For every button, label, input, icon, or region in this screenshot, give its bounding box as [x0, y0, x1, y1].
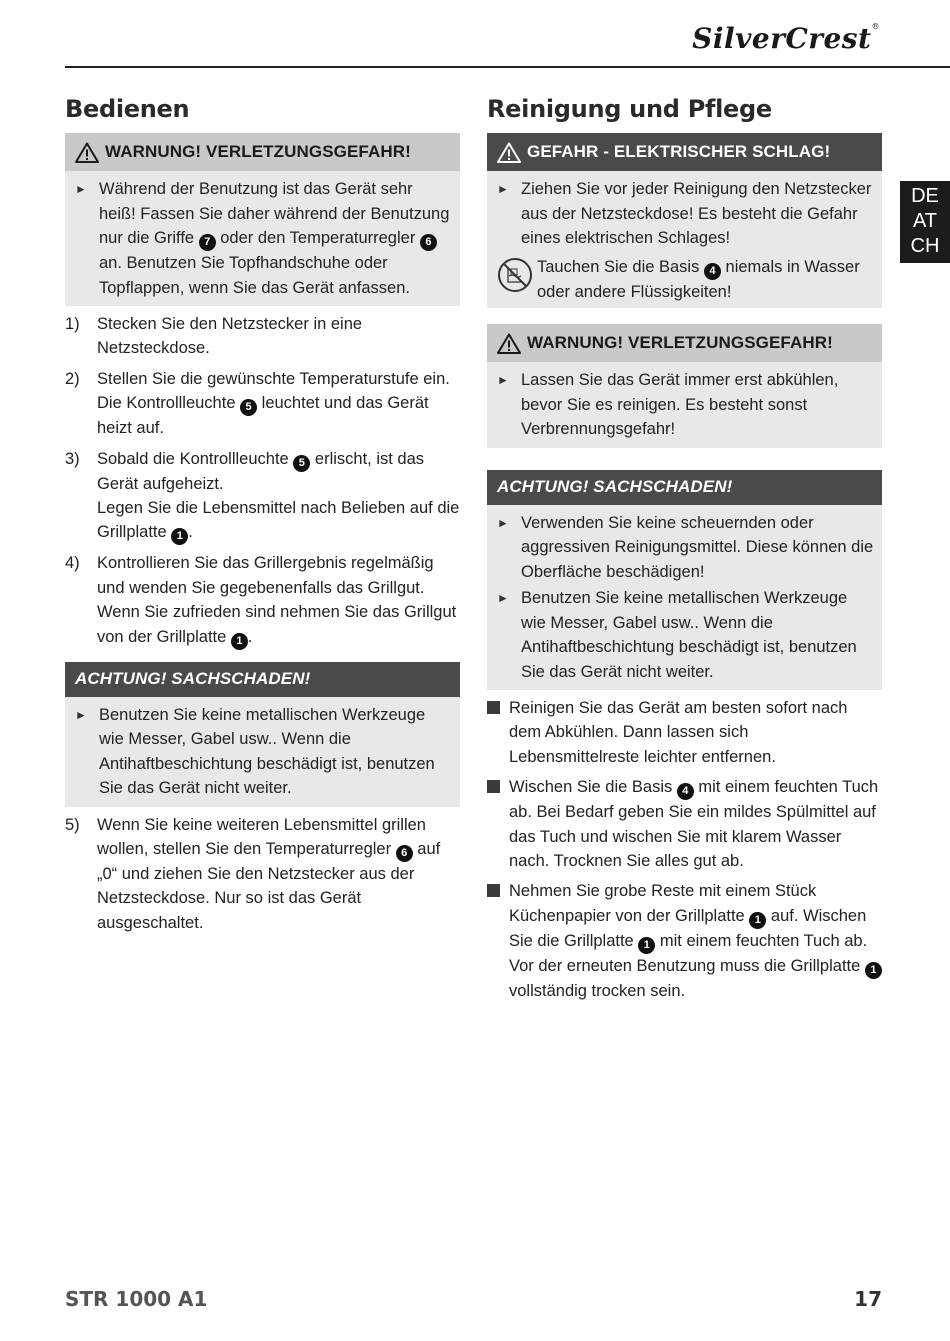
arrow-bullet-icon: ► — [75, 182, 87, 196]
item-text — [97, 312, 460, 361]
text-run: mit einem feuchten Tuch ab. Vor der erneuten Benutzung muss die Grillplatte — [509, 931, 868, 975]
lang-de: DE — [911, 185, 939, 207]
section-title-bedienen: Bedienen — [65, 95, 190, 123]
danger-heading-text: GEFAHR - ELEKTRISCHER SCHLAG! — [527, 142, 831, 161]
text-run: Stecken Sie den Netzstecker in eine Netzsteckdose. — [97, 315, 363, 358]
text-run: . — [188, 523, 193, 542]
item-text — [509, 879, 882, 1003]
part-number-badge: 6 — [396, 845, 413, 862]
text-run: Kontrollieren Sie das Grillergebnis regelmäßig und wenden Sie gegebenenfalls das Grillgut. Wenn Sie zufrieden sind nehmen Sie das Grillgut von der Grillplatte — [97, 554, 457, 646]
caution-body — [65, 697, 460, 807]
numbered-step — [65, 551, 460, 649]
text-run: Lassen Sie das Gerät immer erst abkühlen, bevor Sie es reinigen. Es besteht sonst Verbrennungsgefahr! — [521, 371, 839, 438]
item-text — [509, 775, 882, 873]
arrow-bullet-icon: ► — [497, 373, 509, 387]
lang-at: AT — [912, 210, 938, 232]
column-reinigung — [487, 88, 882, 1003]
text-run: Nehmen Sie grobe Reste mit einem Stück Küchenpapier von der Grillplatte — [509, 882, 817, 925]
item-text — [521, 586, 874, 684]
danger-body — [487, 171, 882, 308]
item-text — [521, 511, 874, 585]
model-number: STR 1000 A1 — [65, 1287, 208, 1311]
warning-heading — [65, 133, 460, 171]
cleaning-list — [487, 696, 882, 1003]
part-number-badge: 4 — [704, 263, 721, 280]
text-run: Während der Benutzung ist das Gerät sehr heiß! Fassen Sie daher während der Benutzung nur die Griffe — [99, 180, 450, 247]
text-run: an. Benutzen Sie Topfhandschuhe oder Topflappen, wenn Sie das Gerät anfassen. — [99, 254, 410, 297]
part-number-badge: 6 — [420, 234, 437, 251]
no-immersion-text — [537, 255, 874, 305]
square-bullet-icon — [487, 775, 509, 873]
arrow-bullet-icon: ► — [497, 182, 509, 196]
bullet-item — [497, 177, 874, 251]
item-text — [97, 813, 460, 936]
numbered-step — [65, 447, 460, 546]
header-rule — [65, 66, 950, 68]
part-number-badge: 1 — [865, 962, 882, 979]
item-text — [521, 368, 874, 442]
warning-box-right — [487, 324, 882, 448]
item-text — [509, 696, 882, 769]
text-run: . — [247, 627, 253, 646]
text-run: Wenn Sie keine weiteren Lebensmittel grillen wollen, stellen Sie den Temperaturregler — [97, 815, 426, 859]
lang-ch: CH — [910, 235, 940, 257]
warning-triangle-icon — [497, 142, 521, 163]
step-number: 1) — [65, 315, 80, 333]
caution-heading-right — [487, 470, 882, 505]
warning-body-right — [487, 362, 882, 448]
brand-logo — [692, 22, 880, 55]
square-bullet-icon — [487, 879, 509, 1003]
bullet-item — [497, 586, 874, 684]
item-text — [99, 177, 452, 300]
warning-heading-right — [487, 324, 882, 362]
item-text — [521, 177, 874, 251]
warning-triangle-icon — [497, 333, 521, 354]
step-number: 3) — [65, 449, 80, 468]
square-bullet-item — [487, 696, 882, 769]
text-run: Verwenden Sie keine scheuernden oder aggressiven Reinigungsmittel. Diese können die Oberfläche beschädigen! — [521, 513, 874, 581]
caution-box — [65, 662, 460, 807]
registered-mark: ® — [871, 22, 880, 31]
column-bedienen — [65, 88, 460, 935]
warning-triangle-icon — [75, 142, 99, 163]
square-bullet-item — [487, 879, 882, 1003]
section-title-reinigung: Reinigung und Pflege — [487, 95, 772, 123]
brand-name: SilverCrest — [692, 22, 872, 55]
part-number-badge: 5 — [240, 399, 257, 416]
warning-box — [65, 133, 460, 306]
item-text — [99, 703, 452, 801]
step-number: 2) — [65, 369, 80, 388]
text-run: Tauchen Sie die Basis — [537, 257, 704, 276]
text-run: leuchtet und das Gerät heizt auf. — [97, 394, 429, 438]
bullet-item — [75, 703, 452, 801]
bullet-item — [75, 177, 452, 300]
text-run: Benutzen Sie keine metallischen Werkzeuge wie Messer, Gabel usw.. Wenn die Antihaftbeschichtung beschädigt ist, benutzen Sie das Gerät nicht weiter. — [521, 589, 857, 681]
part-number-badge: 1 — [231, 633, 248, 650]
arrow-bullet-icon: ► — [497, 591, 509, 605]
bullet-item — [497, 368, 874, 442]
item-text — [97, 551, 460, 649]
numbered-step — [65, 312, 460, 361]
part-number-badge: 1 — [749, 912, 766, 929]
text-run: Wischen Sie die Basis — [509, 778, 677, 797]
square-bullet-item — [487, 775, 882, 873]
text-run: Ziehen Sie vor jeder Reinigung den Netzstecker aus der Netzsteckdose! Es besteht die Gefahr eines elektrischen Schlages! — [521, 180, 872, 247]
text-run: Reinigen Sie das Gerät am besten sofort nach dem Abkühlen. Dann lassen sich Lebensmittelreste leichter entfernen. — [509, 699, 848, 766]
danger-bullets — [497, 177, 874, 251]
text-run: mit einem feuchten Tuch ab. Bei Bedarf geben Sie ein mildes Spülmittel auf das Tuch und wischen Sie mit klarem Wasser nach. Trocknen Sie alles gut ab. — [509, 778, 879, 871]
text-run: vollständig trocken sein. — [509, 981, 686, 1000]
item-text — [97, 367, 460, 441]
text-run: Benutzen Sie keine metallischen Werkzeuge wie Messer, Gabel usw.. Wenn die Antihaftbeschichtung beschädigt ist, benutzen Sie das Gerät nicht weiter. — [99, 705, 435, 798]
square-bullet-icon — [487, 696, 509, 769]
part-number-badge: 1 — [638, 937, 655, 954]
part-number-badge: 4 — [677, 783, 694, 800]
item-text — [97, 447, 460, 546]
caution-heading-text: ACHTUNG! SACHSCHADEN! — [75, 669, 311, 689]
page-number: 17 — [854, 1287, 882, 1311]
no-immersion-note — [497, 255, 874, 305]
step-number: 5) — [65, 815, 80, 834]
part-number-badge: 5 — [293, 455, 310, 472]
text-run: Sobald die Kontrollleuchte — [97, 449, 294, 468]
bullet-item — [497, 511, 874, 585]
caution-heading — [65, 662, 460, 697]
warning-heading-text: WARNUNG! VERLETZUNGSGEFAHR! — [105, 142, 411, 161]
step-5 — [65, 813, 460, 936]
danger-heading — [487, 133, 882, 171]
no-immersion-icon — [497, 257, 533, 293]
text-run: Stellen Sie die gewünschte Temperaturstufe ein. Die Kontrollleuchte — [97, 369, 450, 413]
warning-body — [65, 171, 460, 306]
language-tab — [900, 181, 950, 263]
text-run: Legen Sie die Lebensmittel nach Belieben auf die Grillplatte — [97, 499, 460, 542]
part-number-badge: 1 — [171, 528, 188, 545]
arrow-bullet-icon: ► — [75, 707, 87, 722]
text-run: niemals in Wasser oder andere Flüssigkeiten! — [537, 257, 860, 301]
text-run: auf „0“ und ziehen Sie den Netzstecker aus der Netzsteckdose. Nur so ist das Gerät ausgeschaltet. — [97, 840, 441, 932]
text-run: auf. Wischen Sie die Grillplatte — [509, 906, 867, 950]
caution-box-right — [487, 470, 882, 691]
caution-body-right — [487, 505, 882, 691]
text-run: erlischt, ist das Gerät aufgeheizt. — [97, 449, 425, 493]
text-run: oder den Temperaturregler — [215, 229, 420, 247]
danger-box — [487, 133, 882, 308]
steps-list — [65, 312, 460, 650]
arrow-bullet-icon: ► — [497, 515, 509, 530]
caution-heading-text: ACHTUNG! SACHSCHADEN! — [497, 477, 733, 496]
numbered-step — [65, 813, 460, 936]
step-number: 4) — [65, 554, 80, 573]
numbered-step — [65, 367, 460, 441]
part-number-badge: 7 — [199, 234, 216, 251]
warning-heading-text: WARNUNG! VERLETZUNGSGEFAHR! — [527, 333, 833, 352]
